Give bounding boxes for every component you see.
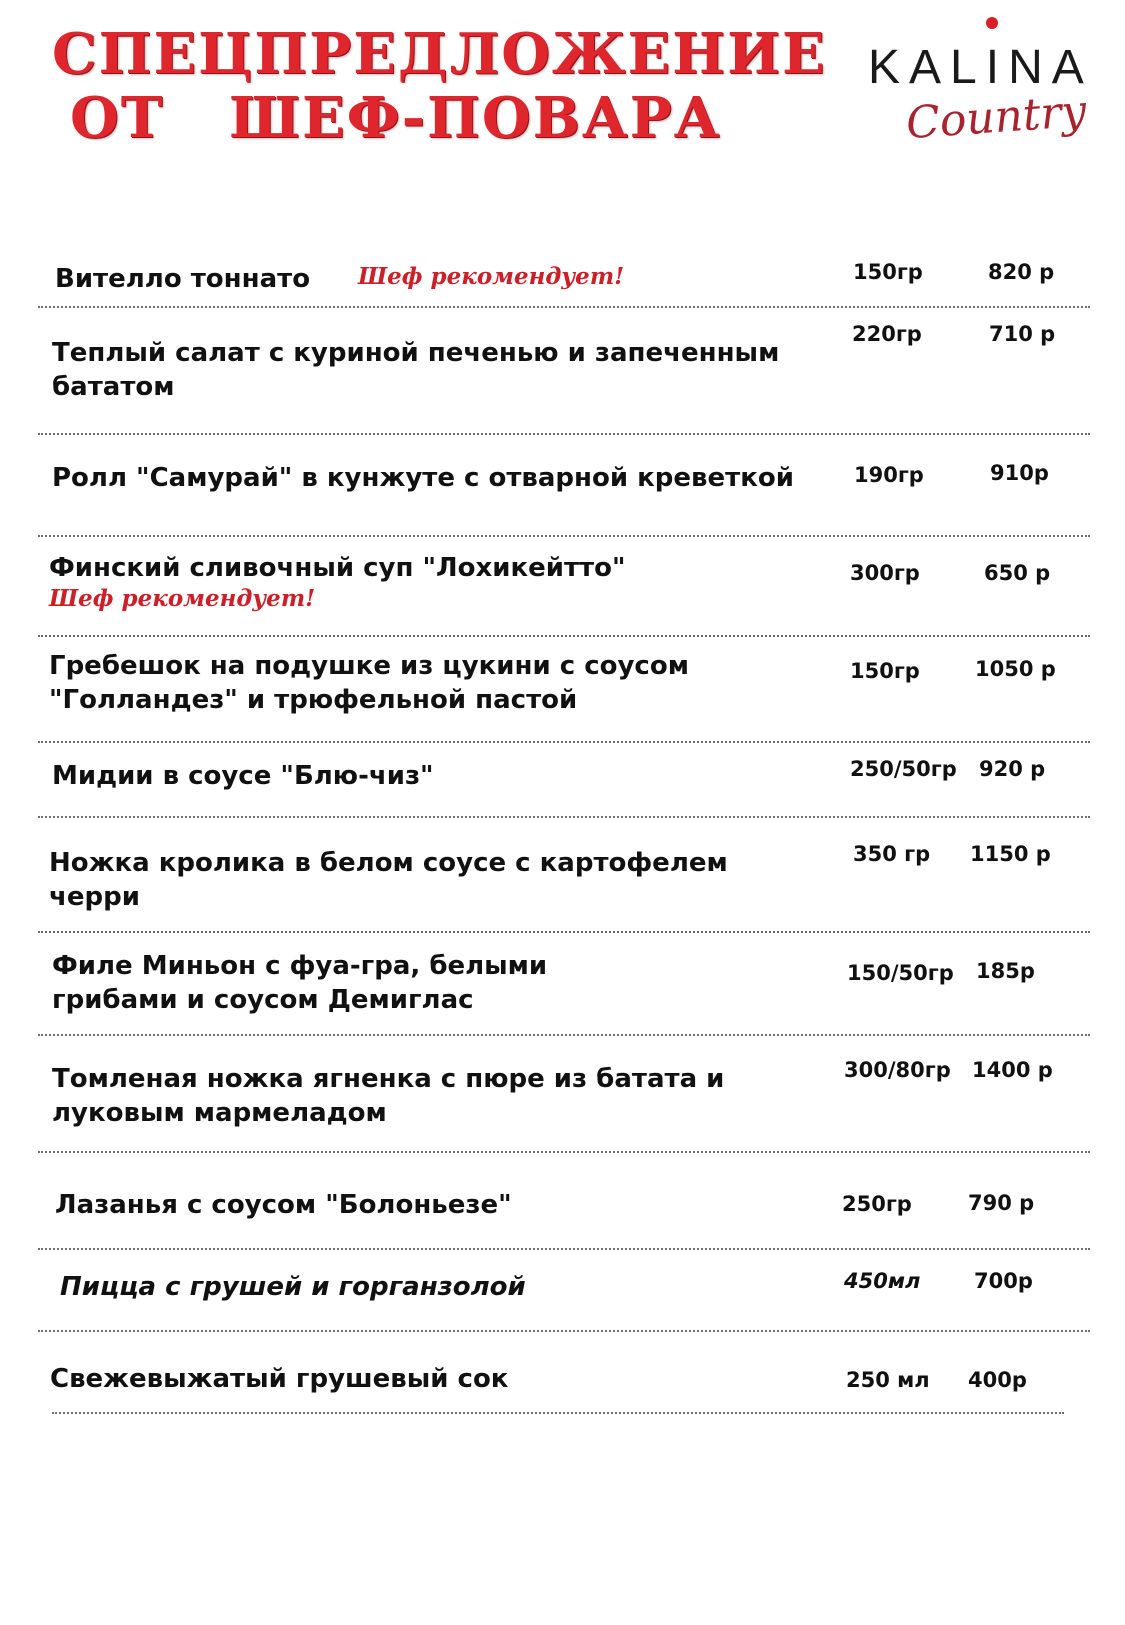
dish-name: Теплый салат с куриной печенью и запеченным батaтом — [52, 338, 780, 402]
dish-name: Филе Миньон с фуа-гра, белыми грибами и соусом Демиглас — [52, 951, 548, 1015]
menu-item — [38, 1036, 1090, 1153]
dish-price: 820 р — [988, 260, 1055, 284]
dish-name: Ролл "Самурай" в кунжуте с отварной креветкой — [52, 463, 794, 493]
menu-item — [38, 743, 1090, 818]
menu-item — [38, 537, 1090, 637]
dish-weight: 300/80гр — [844, 1058, 951, 1082]
dish-price: 920 р — [979, 757, 1046, 781]
dish-weight: 150/50гр — [847, 961, 954, 985]
dish-price: 1050 р — [975, 657, 1056, 681]
dish-name: Мидии в соусе "Блю-чиз" — [52, 761, 434, 791]
dish-weight: 220гр — [852, 322, 922, 346]
dish-weight: 350 гр — [853, 842, 931, 866]
chef-recommends-label: Шеф рекомендует! — [358, 263, 625, 290]
dish-weight: 190гр — [854, 463, 924, 487]
dish-name: Лазанья с соусом "Болоньезе" — [55, 1190, 512, 1220]
dish-weight: 450мл — [844, 1269, 921, 1293]
menu-item — [38, 933, 1090, 1036]
dish-weight: 250/50гр — [850, 757, 957, 781]
title-line-2: ОТ ШЕФ-ПОВАРА — [70, 85, 722, 151]
dish-name: Томленая ножка ягненка с пюре из батата и луковым мармеладом — [52, 1064, 725, 1128]
menu-item — [38, 308, 1090, 435]
menu-item — [38, 818, 1090, 933]
dish-price: 1400 р — [972, 1058, 1053, 1082]
logo-script: Country — [904, 85, 1088, 150]
dish-weight: 150гр — [850, 659, 920, 683]
menu-item — [38, 1250, 1090, 1332]
dish-price: 700р — [974, 1269, 1033, 1293]
menu-item — [38, 248, 1090, 308]
menu-item — [38, 637, 1090, 743]
dish-name: Свежевыжатый грушевый сок — [50, 1364, 509, 1394]
dish-name: Вителло тоннато — [55, 264, 311, 294]
dish-name: Гребешок на подушке из цукини с соусом "Голландез" и трюфельной пастой — [49, 651, 689, 715]
menu-item — [38, 435, 1090, 537]
title-line-1: СПЕЦПРЕДЛОЖЕНИЕ — [52, 21, 827, 87]
dish-price: 1150 р — [970, 842, 1051, 866]
menu-item — [52, 1332, 1064, 1414]
dish-price: 400р — [968, 1368, 1027, 1392]
dish-price: 650 р — [984, 561, 1051, 585]
dish-weight: 150гр — [853, 260, 923, 284]
dish-weight: 250гр — [842, 1192, 912, 1216]
dish-name: Ножка кролика в белом соусе с картофелем черри — [49, 848, 728, 912]
logo-word: KALINA — [868, 41, 1093, 94]
dish-weight: 300гр — [850, 561, 920, 585]
dish-price: 910р — [990, 461, 1049, 485]
menu-item — [38, 1153, 1090, 1250]
dish-name: Финский сливочный суп "Лохикейтто" — [49, 553, 626, 583]
dish-price: 185р — [976, 959, 1035, 983]
dish-weight: 250 мл — [846, 1368, 930, 1392]
chef-recommends-label: Шеф рекомендует! — [49, 585, 316, 612]
dish-price: 790 р — [968, 1191, 1035, 1215]
dish-name: Пицца с грушей и горганзолой — [60, 1272, 526, 1302]
dish-price: 710 р — [989, 322, 1056, 346]
